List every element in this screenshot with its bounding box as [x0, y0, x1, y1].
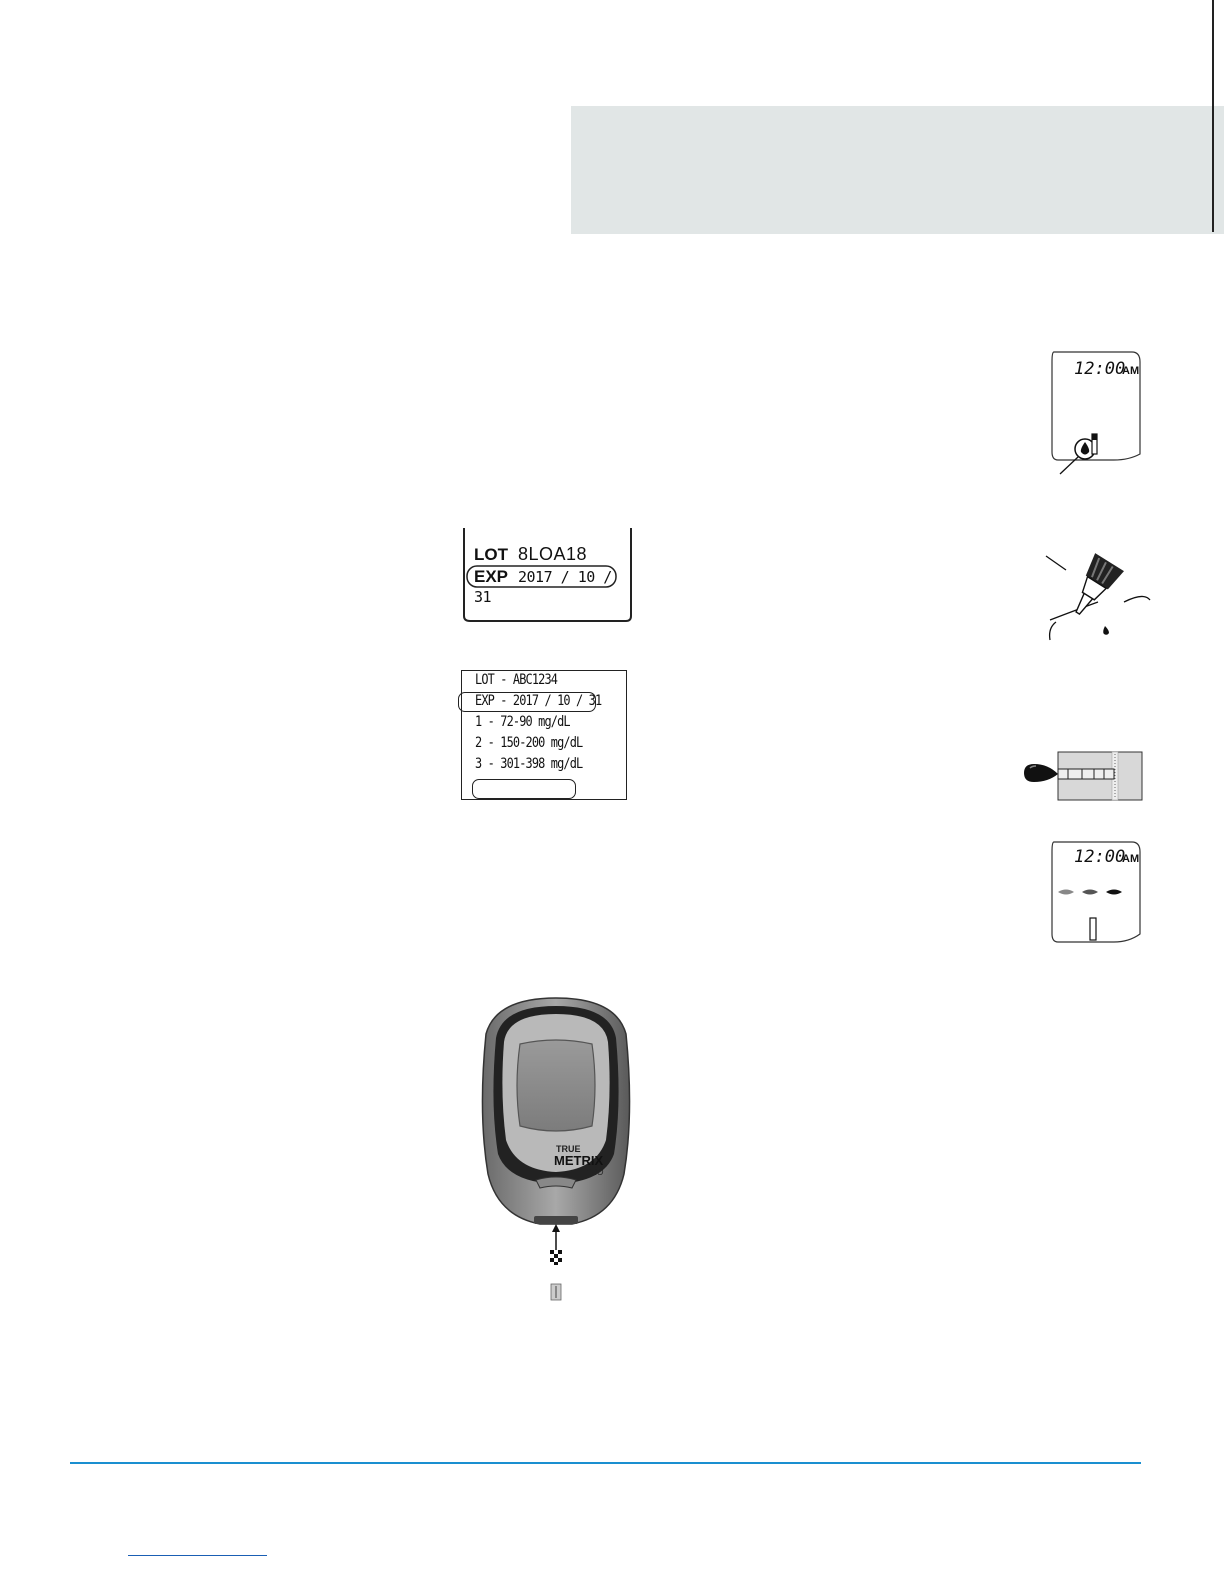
carton-line: LOT - ABC1234 — [475, 672, 558, 688]
footer-link-underline[interactable] — [128, 1555, 267, 1556]
carton-line: 1 - 72-90 mg/dL — [475, 714, 570, 730]
vial-exp-row: EXP 2017 / 10 / 31 — [474, 567, 612, 606]
footer-rule — [70, 1462, 1141, 1464]
brand-metrix: METRIX — [554, 1153, 604, 1168]
exp-highlight-oval — [458, 692, 596, 712]
lcd-time: 12:00 — [1074, 847, 1126, 867]
meter-screen — [517, 1040, 595, 1131]
lcd-ampm: AM — [1122, 853, 1140, 865]
control-solution-carton-label — [461, 670, 627, 800]
glucose-meter-illustration — [476, 994, 636, 1306]
strip-icon — [1090, 918, 1096, 940]
page-edge-line — [1212, 0, 1214, 232]
meter-display-testing — [1044, 838, 1144, 948]
meter-display-apply-sample — [1044, 348, 1144, 478]
blood-drop-icon — [1024, 764, 1058, 782]
range-highlight-oval — [472, 779, 576, 799]
drop-on-strip-illustration — [1020, 750, 1144, 802]
brand-true: TRUE — [556, 1144, 581, 1154]
carton-line: EXP - 2017 / 10 / 31 — [475, 693, 602, 709]
header-band — [571, 106, 1224, 234]
brand-pro: PRO — [586, 1168, 604, 1177]
test-strip-vial-label — [462, 528, 632, 622]
control-solution-bottle — [1036, 552, 1154, 644]
lcd-time: 12:00 — [1074, 359, 1126, 379]
insert-arrow-icon — [552, 1224, 560, 1232]
lcd-ampm: AM — [1122, 365, 1140, 377]
vial-lot-row: LOT 8LOA18 — [474, 544, 588, 564]
carton-line: 3 - 301-398 mg/dL — [475, 756, 583, 772]
strip-port — [534, 1216, 578, 1224]
carton-line: 2 - 150-200 mg/dL — [475, 735, 583, 751]
meter-button — [536, 1177, 576, 1188]
solution-drop-icon — [1103, 626, 1109, 635]
